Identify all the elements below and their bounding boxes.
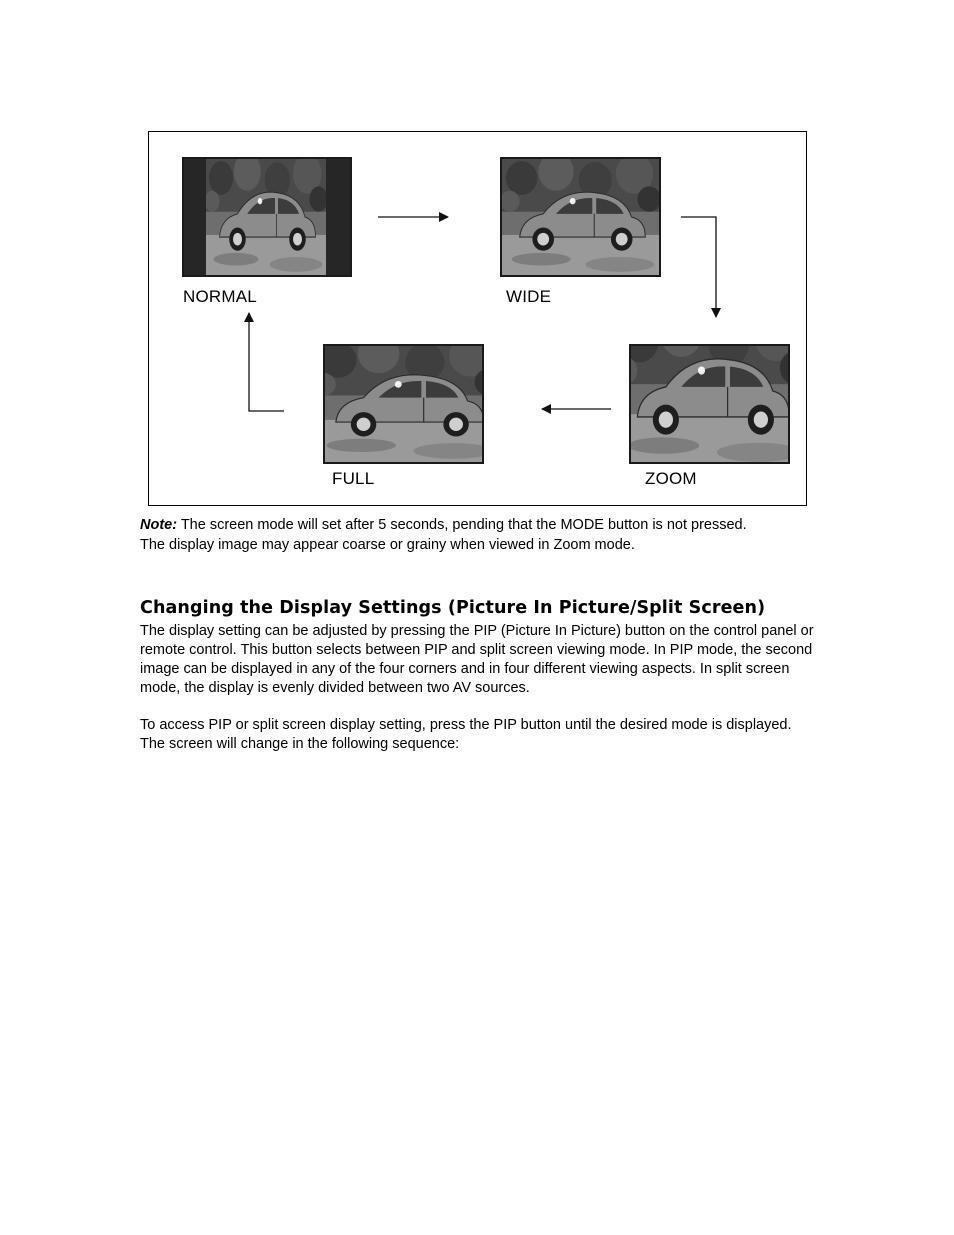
note-label: Note: xyxy=(140,517,178,533)
arrow-full-to-normal xyxy=(249,313,284,411)
note-text: The screen mode will set after 5 seconds, pending that the MODE button is not pressed. xyxy=(177,517,747,533)
normal-label: NORMAL xyxy=(183,287,257,306)
paragraph-pip-access: To access PIP or split screen display setting, press the PIP button until the desired mode is displayed. The screen will change in the following sequence: xyxy=(140,717,792,752)
screen-mode-figure xyxy=(148,131,807,506)
arrow-wide-to-zoom xyxy=(681,217,716,317)
paragraph-pip-description: The display setting can be adjusted by pressing the PIP (Picture In Picture) button on the control panel or remote control. This button selects between PIP and split screen viewing mode. In PIP mode, the second image can be displayed in any of the four corners and in four different viewing aspects. In split screen mode, the display is evenly divided between two AV sources. xyxy=(140,623,814,696)
note-line-2: The display image may appear coarse or grainy when viewed in Zoom mode. xyxy=(140,536,635,553)
note-block xyxy=(140,516,820,555)
section-heading: Changing the Display Settings (Picture In Picture/Split Screen) xyxy=(140,598,766,618)
full-label: FULL xyxy=(332,469,375,488)
wide-label: WIDE xyxy=(506,287,552,306)
note-line-1 xyxy=(140,516,820,536)
sequence-arrows xyxy=(149,132,806,505)
zoom-label: ZOOM xyxy=(645,469,697,488)
